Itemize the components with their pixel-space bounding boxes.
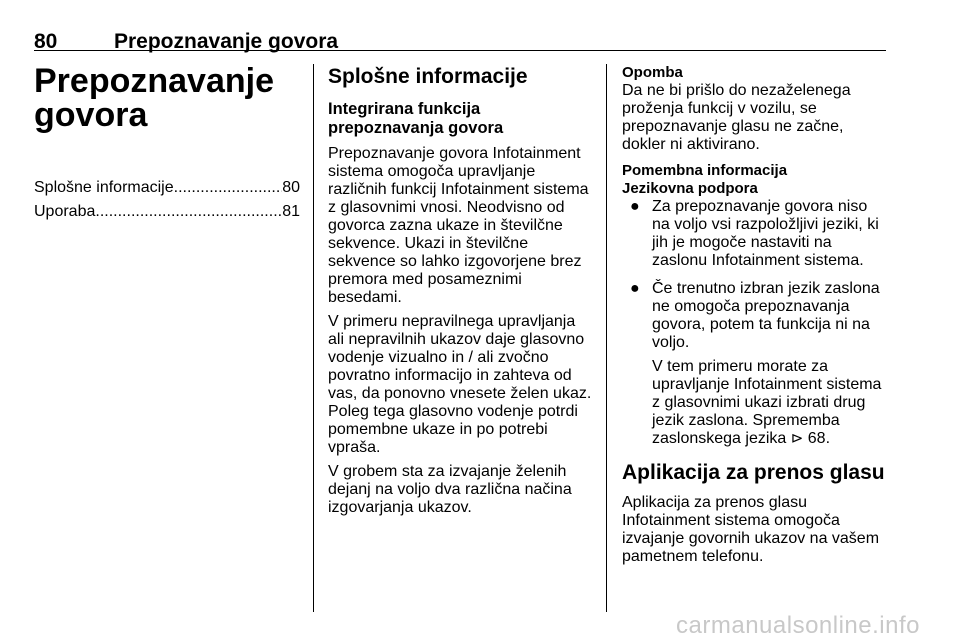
toc-entry[interactable] [34,176,300,200]
subsection-heading-line1: Integrirana funkcija [328,100,481,118]
language-support-label: Jezikovna podpora [622,180,758,197]
note-body: Da ne bi prišlo do nezaželenega proženja funkcij v vozilu, se prepoznavanje glasu ne začne, dokler ni aktivirano. [622,82,851,153]
bullet-icon: ● [630,280,640,297]
page-header [34,30,886,52]
bullet-list [622,198,888,448]
chapter-title [34,64,300,132]
left-column [34,64,300,224]
toc-entry[interactable] [34,200,300,224]
section-heading-app: Aplikacija za prenos glasu [622,461,885,484]
note-title: Opomba [622,64,683,81]
subsection-heading [328,100,592,138]
page-number: 80 [34,30,58,53]
important-info-label: Pomembna informacija [622,162,788,179]
column-divider [313,64,314,612]
toc-entry-label: Uporaba [34,203,96,220]
table-of-contents [34,176,300,224]
subsection-heading-line2: prepoznavanja govora [328,119,504,137]
middle-column [328,64,592,523]
toc-entry-label: Splošne informacije [34,179,174,196]
watermark: carmanualsonline.info [676,612,920,639]
header-rule [34,50,886,51]
paragraph: V grobem sta za izvajanje želenih dejanj na voljo dva različna načina izgovarjanja ukazov. [328,463,572,516]
list-item [622,198,888,270]
toc-entry-page: 81 [282,203,300,220]
chapter-title-line2: govora [34,96,148,134]
paragraph: Aplikacija za prenos glasu Infotainment sistema omogoča izvajanje govornih ukazov na vašem pametnem telefonu. [622,494,880,565]
list-item-text: Če trenutno izbran jezik zaslona ne omogoča prepoznavanja govora, potem ta funkcija ni na voljo. [652,280,880,351]
list-item-extra-text [652,358,888,448]
arrow-reference-icon[interactable]: ⊳ [790,430,804,447]
paragraph: V primeru nepravilnega upravljanja ali nepravilnih ukazov daje glasovno vodenje vizualno in / ali zvočno povratno informacijo in zahteva od vas, da ponovno vnesete želen ukaz. Poleg tega glasovno vodenje potrdi pomembne ukaze in po potrebi vpraša. [328,313,592,456]
list-item-text: Za prepoznavanje govora niso na voljo vsi razpoložljivi jeziki, ki jih je mogoče nastaviti na zaslonu Infotainment sistema. [652,198,879,269]
chapter-title-line1: Prepoznavanje [34,62,274,100]
bullet-icon: ● [630,198,640,215]
list-item [622,280,888,448]
cross-reference-page[interactable]: 68. [807,430,831,447]
section-heading: Splošne informacije [328,65,528,88]
right-column [622,64,888,572]
column-divider [606,64,607,612]
toc-leader-dots [95,200,282,224]
running-title: Prepoznavanje govora [114,30,339,53]
toc-entry-page: 80 [282,179,300,196]
paragraph: Prepoznavanje govora Infotainment sistema omogoča upravljanje različnih funkcij Infotainment sistema z glasovnimi vnosi. Neodvisno od govorca zazna ukaze in številčne sekvence. Ukazi in številčne sekvence so lahko izgovorjene brez premora med posameznimi besedami. [328,145,589,306]
list-item-extra-body: V tem primeru morate za upravljanje Infotainment sistema z glasovnimi ukazi izbrati drug jezik zaslona. Sprememba zaslonskega jezika [652,358,882,447]
toc-leader-dots [174,176,283,200]
